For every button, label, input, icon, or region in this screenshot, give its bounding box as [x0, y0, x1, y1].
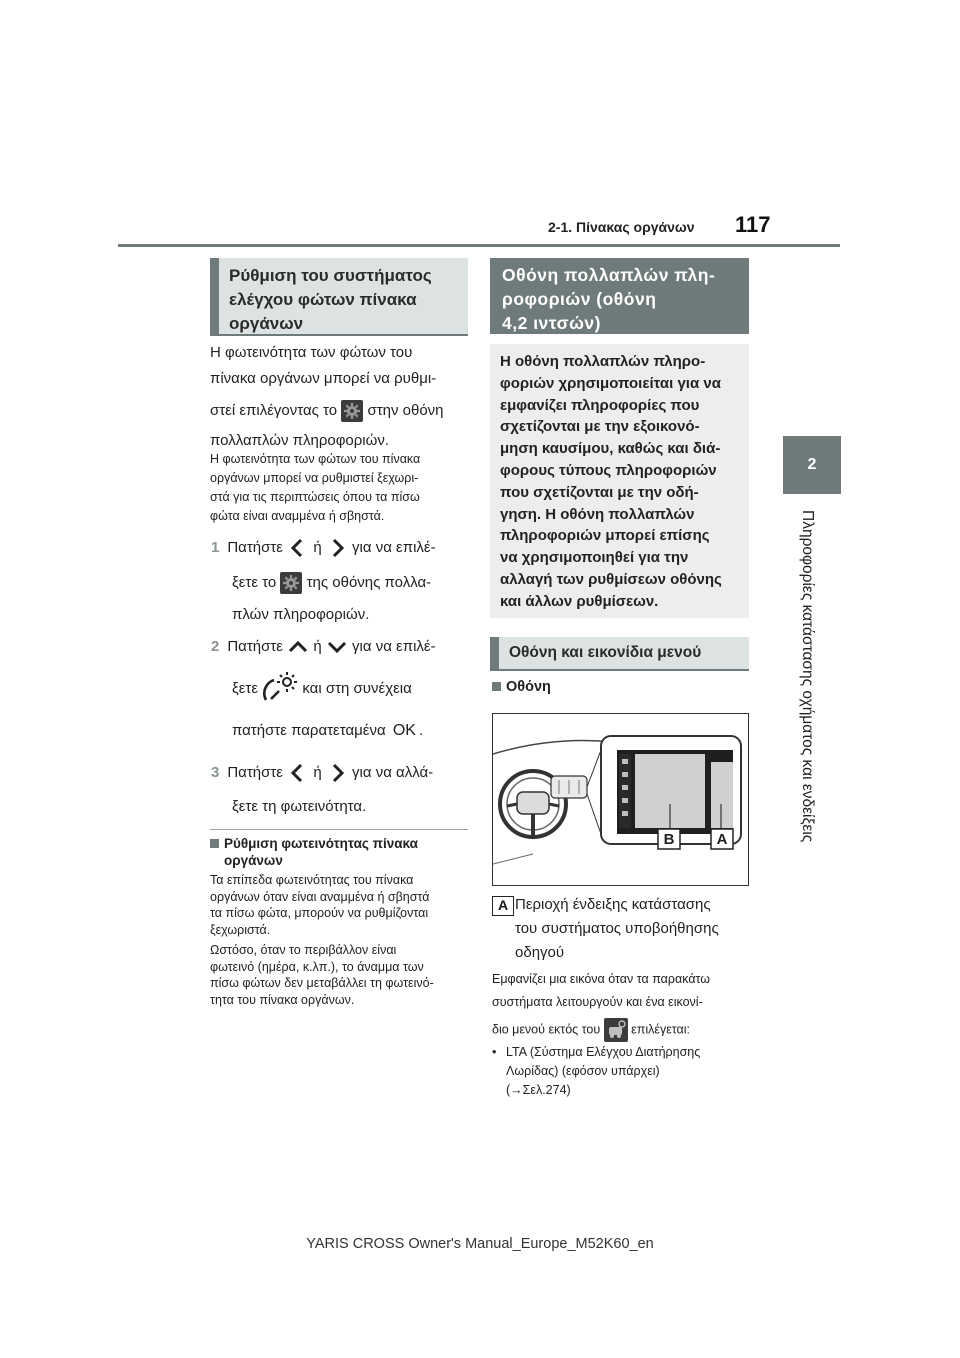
section-heading-display-icons: Οθόνη και εικονίδια μενού — [490, 637, 749, 671]
item-a-detail — [492, 968, 754, 1042]
text-line: Τα επίπεδα φωτεινότητας του πίνακα — [210, 873, 414, 887]
step-1 — [211, 535, 473, 628]
text-line — [492, 1018, 754, 1042]
heading-line: οργάνων — [229, 314, 304, 333]
chevron-down-icon — [326, 636, 348, 658]
text-fragment: για να επιλέ- — [352, 638, 436, 655]
ok-button-symbol: OK — [392, 722, 416, 739]
step-number: 1 — [211, 539, 220, 556]
text-line: και άλλων ρυθμίσεων. — [500, 592, 659, 610]
text-line — [211, 570, 473, 596]
text-line: πολλαπλών πληροφοριών. — [210, 432, 390, 449]
step-3 — [211, 760, 473, 820]
chapter-title-vertical — [799, 510, 832, 843]
list-item — [492, 1043, 754, 1062]
text-fragment: της οθόνης πολλα- — [306, 574, 432, 591]
text-fragment: Οθόνη — [506, 679, 551, 695]
info-text — [490, 344, 749, 620]
text-fragment: πατήστε παρατεταμένα — [232, 722, 386, 739]
text-line — [211, 634, 473, 660]
text-line — [210, 398, 472, 424]
square-bullet-icon — [492, 682, 501, 691]
text-fragment: Πατήστε — [227, 638, 283, 655]
dashboard-illustration — [492, 713, 749, 886]
chapter-number: 2 — [807, 456, 817, 473]
text-fragment: επιλέγεται: — [631, 1022, 691, 1037]
text-line: γηση. Η οθόνη πολλαπλών — [500, 505, 695, 523]
text-fragment: στην οθόνη — [367, 402, 444, 419]
text-line: να χρησιμοποιηθεί για την — [500, 549, 689, 567]
text-line: οδηγού — [515, 944, 565, 961]
heading-line: ροφοριών (οθόνη — [502, 289, 657, 309]
text-line: φοριών χρησιμοποιείται για να — [500, 374, 721, 392]
driving-assist-icon — [604, 1018, 628, 1042]
text-line: στά για τις περιπτώσεις όπου τα πίσω — [210, 490, 420, 504]
text-fragment: ξετε το — [232, 574, 277, 591]
text-line: σχετίζονται με την εξοικονό- — [500, 418, 700, 436]
text-fragment: και στη συνέχεια — [302, 679, 412, 697]
text-line: ξετε τη φωτεινότητα. — [232, 798, 367, 815]
text-fragment: . — [418, 722, 424, 739]
bullet-dot-icon: • — [492, 1045, 497, 1059]
header-rule — [118, 244, 840, 247]
text-line: συστήματα λειτουργούν και ένα εικονί- — [492, 995, 703, 1009]
callout-label-a: A — [716, 831, 728, 848]
text-line: πληροφοριών μπορεί επίσης — [500, 527, 710, 545]
subsection-title — [210, 835, 472, 869]
settings-gear-icon — [341, 400, 363, 422]
item-a-description — [515, 893, 755, 965]
footer-manual-id: YARIS CROSS Owner's Manual_Europe_M52K60_en — [306, 1236, 654, 1252]
text-line: που σχετίζονται με την οδή- — [500, 483, 699, 501]
bullet-list — [492, 1043, 754, 1100]
text-line: πίσω φώτων δεν μεταβάλλει τη φωτεινό- — [210, 976, 434, 990]
chapter-tab — [783, 436, 841, 494]
chevron-right-icon — [326, 537, 348, 559]
text-line: οργάνων μπορεί να ρυθμιστεί ξεχωρι- — [210, 471, 419, 485]
text-fragment: ή — [313, 638, 322, 655]
heading-line: Ρύθμιση του συστήματος — [229, 266, 432, 285]
text-fragment: Πατήστε — [227, 764, 283, 781]
text-line — [210, 835, 472, 852]
text-line: φωτεινό (ημέρα, κ.λπ.), το άναμμα των — [210, 959, 424, 974]
page-number: 117 — [735, 212, 771, 237]
text-line: μηση καυσίμου, καθώς και διά- — [500, 440, 721, 458]
chevron-left-icon — [287, 537, 309, 559]
note-paragraph — [210, 450, 472, 526]
divider — [210, 829, 468, 830]
heading-line: ελέγχου φώτων πίνακα — [229, 290, 417, 309]
chevron-up-icon — [287, 636, 309, 658]
item-marker-a: A — [492, 896, 514, 916]
section-title: 2-1. Πίνακας οργάνων — [548, 219, 695, 235]
text-fragment: διο μενού εκτός του — [492, 1022, 601, 1037]
text-line — [211, 535, 473, 561]
chapter-title: Πληροφορίες κατάστασης οχήματος και ενδείξεις — [799, 510, 816, 843]
text-line: Περιοχή ένδειξης κατάστασης — [515, 896, 711, 913]
text-line: πλών πληροφοριών. — [232, 606, 370, 623]
text-fragment: Ρύθμιση φωτεινότητας πίνακα — [224, 836, 418, 851]
text-fragment: ή — [313, 539, 322, 556]
text-line: φώτα είναι αναμμένα ή σβηστά. — [210, 509, 385, 523]
chevron-left-icon — [287, 762, 309, 784]
section-heading-multi-info-display — [490, 258, 749, 334]
settings-gear-icon — [280, 572, 302, 594]
chevron-right-icon — [326, 762, 348, 784]
section-heading-lighting — [210, 258, 468, 336]
text-fragment: για να επιλέ- — [352, 539, 436, 556]
display-subheading — [492, 679, 551, 696]
text-line: αλλαγή των ρυθμίσεων οθόνης — [500, 570, 722, 588]
text-line: εμφανίζει πληροφορίες που — [500, 396, 700, 414]
text-line: οργάνων — [224, 853, 283, 868]
text-fragment: στεί επιλέγοντας το — [210, 402, 338, 419]
text-line: Η φωτεινότητα των φώτων του πίνακα — [210, 452, 421, 466]
text-line: τητα του πίνακα οργάνων. — [210, 992, 355, 1007]
subsection-paragraph-1 — [210, 872, 472, 938]
text-line: ξεχωριστά. — [210, 922, 271, 937]
text-line: Ωστόσο, όταν το περιβάλλον είναι — [210, 943, 397, 957]
text-fragment: ξετε — [232, 679, 259, 697]
text-line: του συστήματος υποβοήθησης — [515, 920, 719, 937]
text-fragment: LTA (Σύστημα Ελέγχου Διατήρησης — [506, 1045, 701, 1059]
text-line: οργάνων όταν είναι αναμμένα ή σβηστά — [210, 889, 430, 904]
heading-line: Οθόνη πολλαπλών πλη- — [502, 265, 716, 285]
intro-paragraph — [210, 340, 472, 454]
page-reference-link[interactable]: (→Σελ.274) — [506, 1083, 571, 1097]
text-line — [211, 670, 473, 708]
text-line: πίνακα οργάνων μπορεί να ρυθμι- — [210, 370, 437, 387]
text-fragment: για να αλλά- — [352, 764, 434, 781]
step-number: 2 — [211, 638, 220, 655]
instrument-brightness-icon — [262, 670, 298, 708]
text-line: Η οθόνη πολλαπλών πληρο- — [500, 353, 706, 370]
subsection-paragraph-2 — [210, 942, 472, 1008]
text-line: Η φωτεινότητα των φώτων του — [210, 344, 413, 361]
text-line: Λωρίδας) (εφόσον υπάρχει) — [506, 1064, 660, 1078]
text-line — [211, 760, 473, 786]
text-fragment: Πατήστε — [227, 539, 283, 556]
step-number: 3 — [211, 764, 220, 781]
step-2 — [211, 634, 473, 744]
heading-line: 4,2 ιντσών) — [502, 313, 601, 333]
text-line: φορους τύπους πληροφοριών — [500, 461, 717, 479]
square-bullet-icon — [210, 839, 219, 848]
text-fragment: ή — [313, 764, 322, 781]
text-line: τα πίσω φώτα, μπορούν να ρυθμίζονται — [210, 906, 429, 920]
callout-label-b: B — [663, 831, 675, 848]
info-box — [490, 344, 749, 618]
dashboard-drawing — [493, 714, 748, 885]
text-line — [211, 718, 473, 744]
text-line: Εμφανίζει μια εικόνα όταν τα παρακάτω — [492, 972, 711, 986]
